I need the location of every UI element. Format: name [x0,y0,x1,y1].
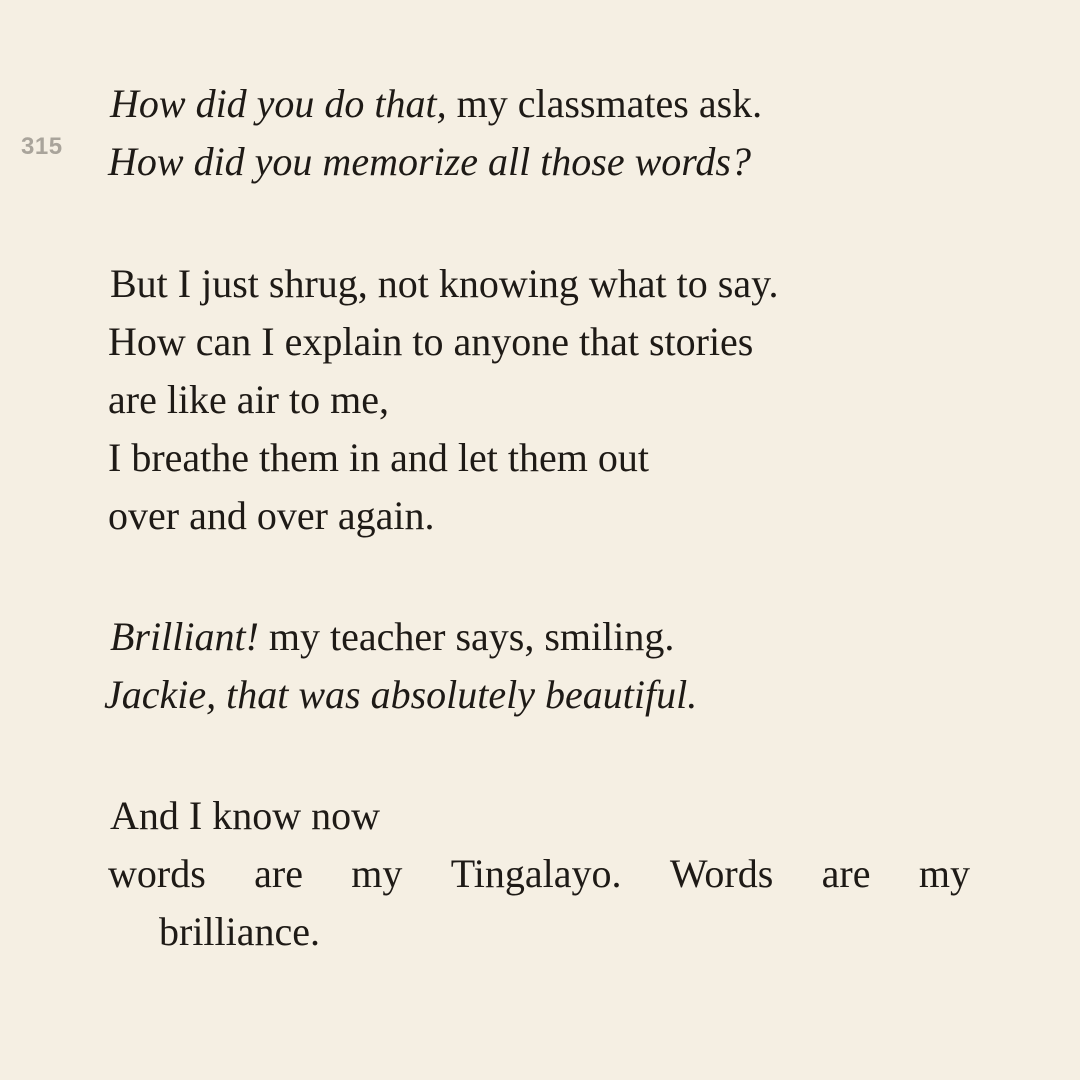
word: my [918,851,970,896]
italic-quote: How did you memorize all those words? [108,139,751,184]
italic-quote: How did you do that, [110,81,447,126]
word: words [108,851,206,896]
poem-line: I breathe them in and let them out [108,435,649,480]
page-number: 315 [21,133,63,160]
poem-line: How can I explain to anyone that stories [108,319,754,364]
poem-line [110,614,675,659]
word: my [351,851,403,896]
word: Words [669,851,774,896]
italic-quote: Brilliant! [110,614,259,659]
word: are [254,851,303,896]
poem-line [110,81,763,126]
word: Tingalayo. [450,851,622,896]
poem-line [104,672,698,717]
poem-line [108,139,751,184]
poem-line: are like air to me, [108,377,389,422]
line-text: my teacher says, smiling. [268,614,675,659]
poem-line: But I just shrug, not knowing what to say. [110,261,779,306]
poem-line: brilliance. [159,909,321,954]
poem-line: over and over again. [108,493,435,538]
italic-quote: Jackie, that was absolutely beautiful. [104,672,698,717]
poem-line-justified [108,851,970,896]
poem-line: And I know now [110,793,380,838]
word: are [821,851,871,896]
line-text: my classmates ask. [456,81,763,126]
